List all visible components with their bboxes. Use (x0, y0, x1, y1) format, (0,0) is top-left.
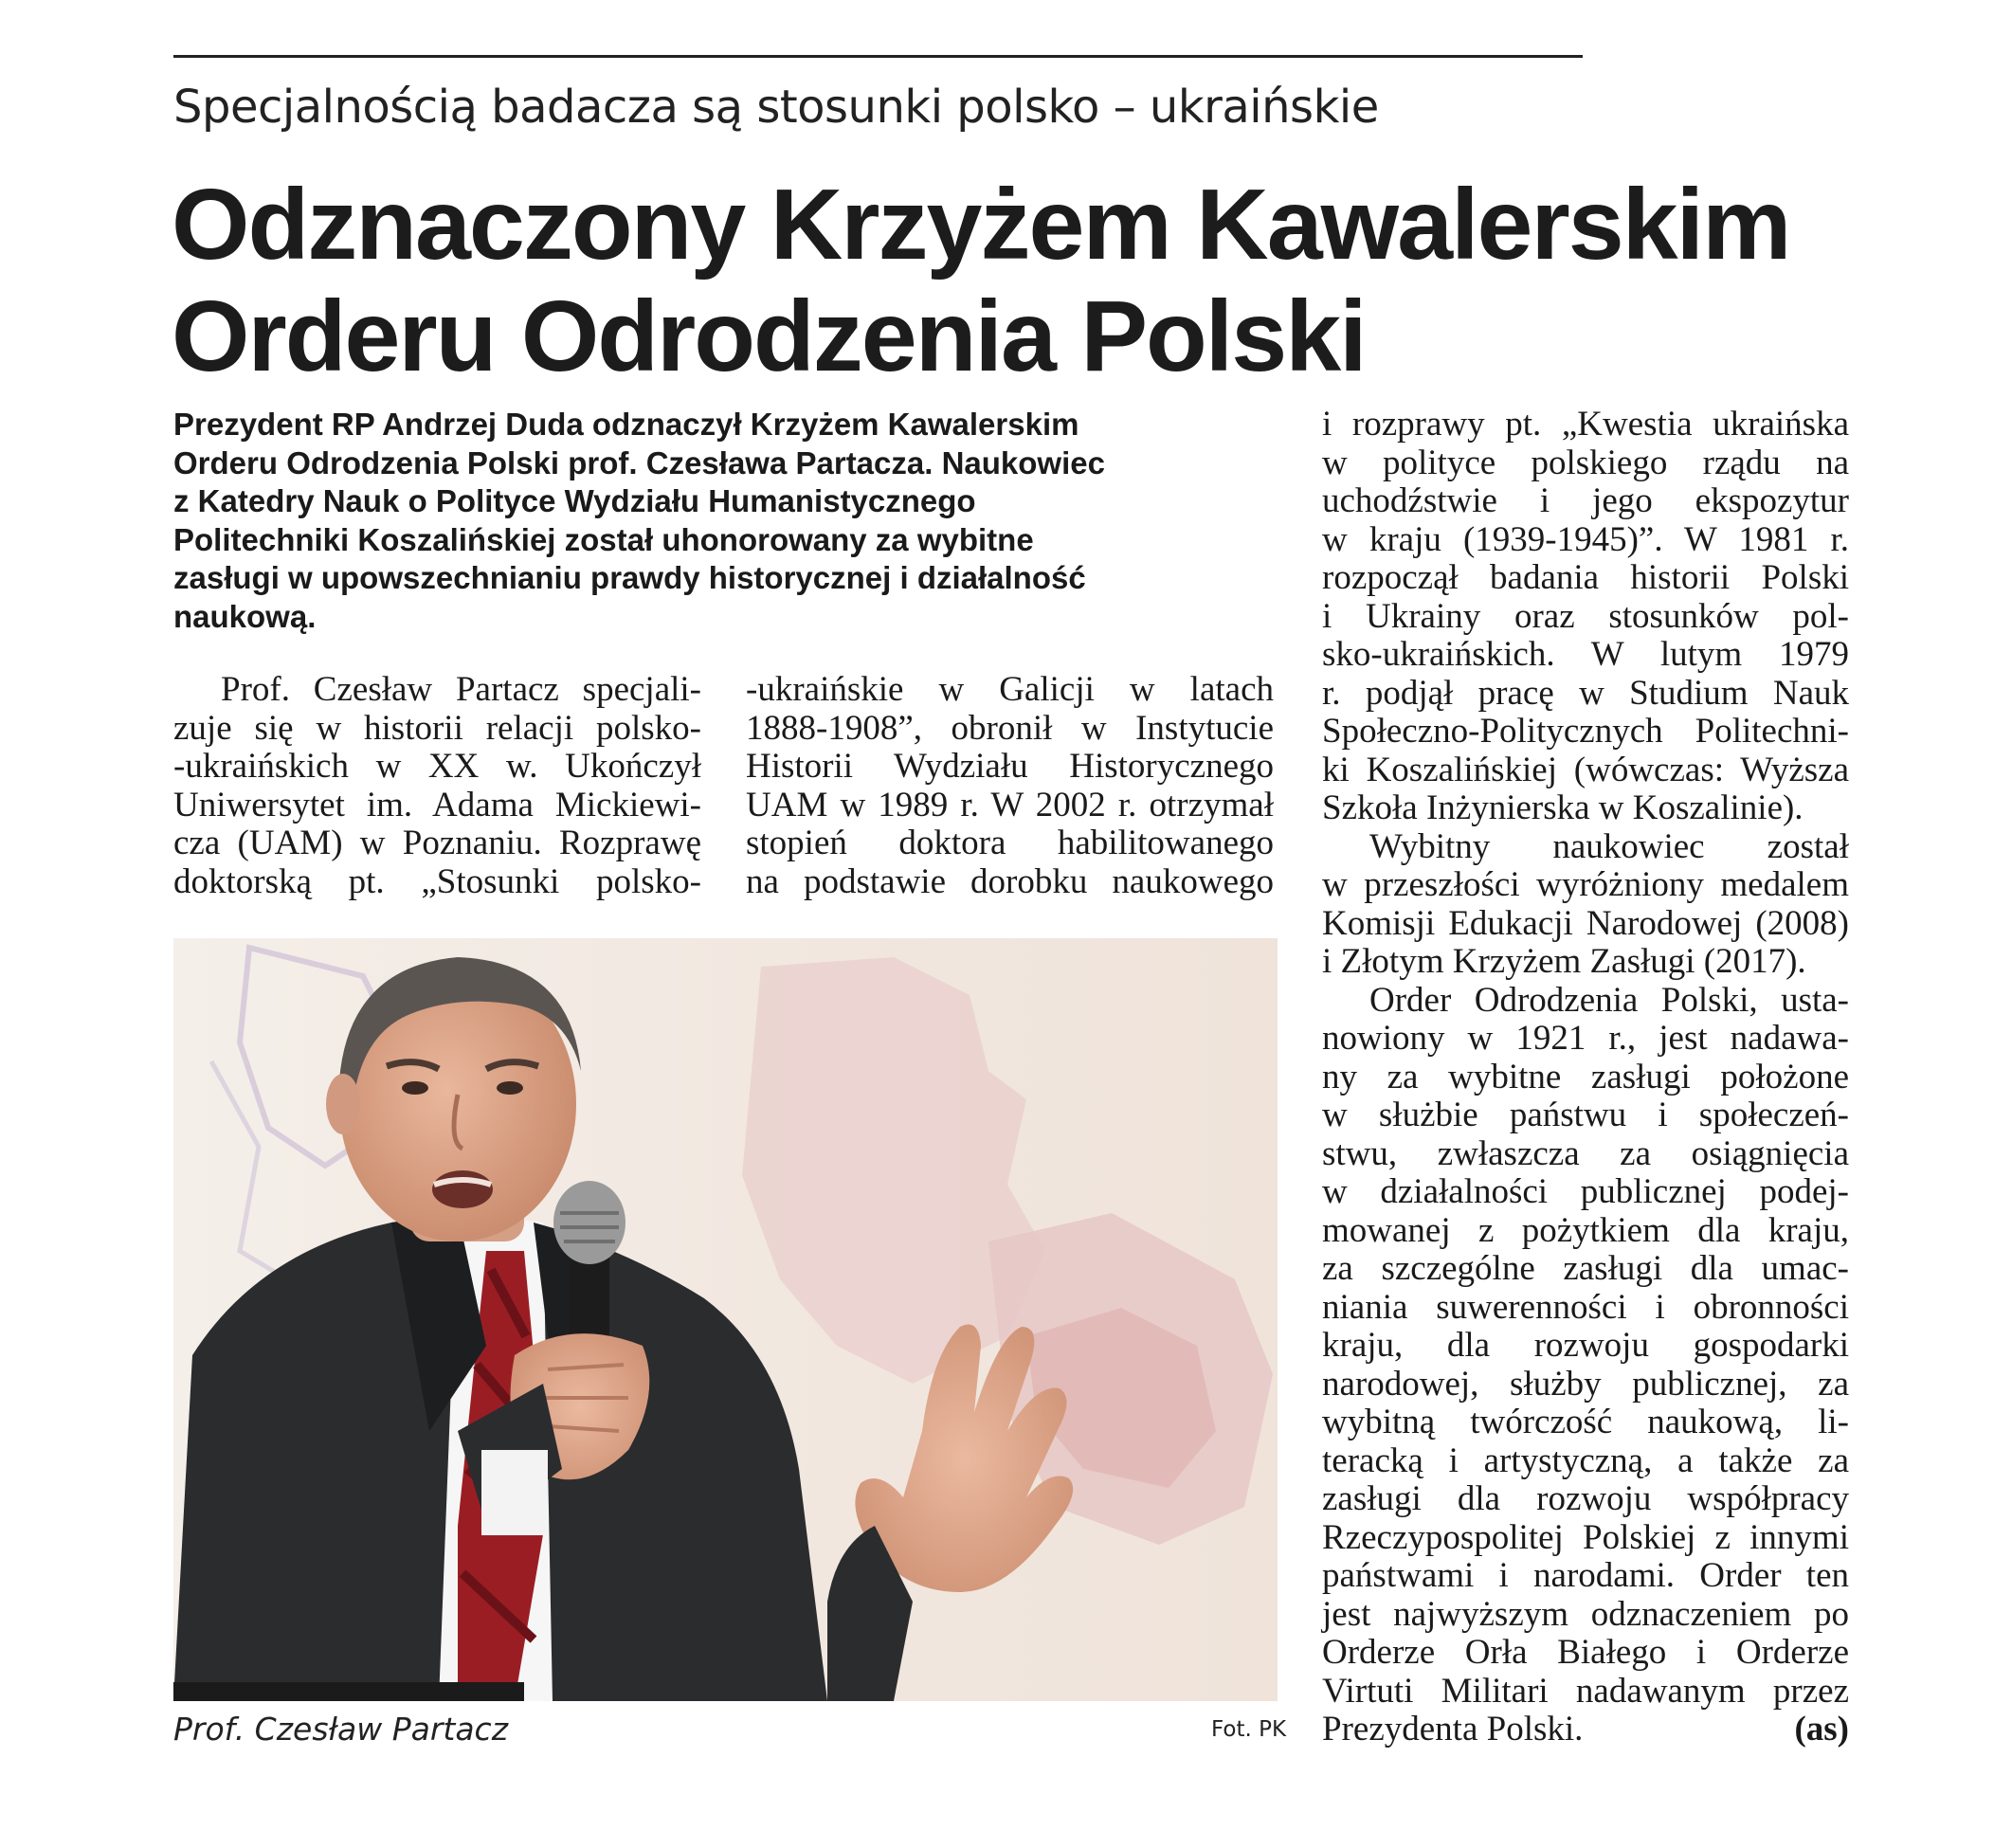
body-line: Order Odrodzenia Polski, usta- (1369, 980, 1849, 1020)
body-line: narodowej, służby publicznej, za (1322, 1364, 1849, 1404)
article-photo (173, 938, 1278, 1701)
body-line: Prezydenta Polski. (1322, 1710, 1584, 1748)
body-line: na podstawie dorobku naukowego (746, 861, 1274, 901)
body-line: i Ukrainy oraz stosunków pol- (1322, 596, 1849, 636)
body-line: stopień doktora habilitowanego (746, 824, 1274, 862)
photo-credit: Fot. PK (1211, 1717, 1287, 1742)
body-line: państwami i narodami. Order ten (1322, 1556, 1849, 1595)
body-column-2 (746, 671, 1274, 901)
body-line: Virtuti Militari nadawanym przez (1322, 1671, 1849, 1711)
body-line: doktorską pt. „Stosunki polsko- (173, 861, 701, 901)
author-signature: (as) (1794, 1710, 1849, 1748)
headline-line: Orderu Odrodzenia Polski (172, 281, 1366, 392)
body-column-1 (173, 671, 701, 901)
body-line: i Złotym Krzyżem Zasługi (2017). (1322, 942, 1806, 981)
body-line: Historii Wydziału Historycznego (746, 747, 1274, 786)
body-line: 1888-1908”, obronił w Instytucie (746, 708, 1274, 748)
body-line: UAM w 1989 r. W 2002 r. otrzymał (746, 785, 1274, 824)
body-line: w działalności publicznej podej- (1322, 1172, 1849, 1211)
body-line: zuje się w historii relacji polsko- (173, 708, 701, 748)
lead-line: z Katedry Nauk o Polityce Wydziału Humanistycznego (173, 483, 976, 518)
body-line: ny za wybitne zasługi położone (1322, 1057, 1849, 1096)
body-line: jest najwyższym odznaczeniem po (1322, 1594, 1849, 1634)
body-line: -ukraińskich w XX w. Ukończył (173, 747, 701, 786)
body-line: Wybitny naukowiec został (1369, 826, 1849, 866)
body-line: Prof. Czesław Partacz specjali- (221, 670, 701, 709)
body-line: teracką i artystyczną, a także za (1322, 1440, 1849, 1480)
body-line: w przeszłości wyróżniony medalem (1322, 865, 1849, 904)
body-line: Rzeczypospolitej Polskiej z innymi (1322, 1517, 1849, 1557)
body-line: uchodźstwie i jego ekspozytur (1322, 481, 1849, 520)
body-line: mowanej z pożytkiem dla kraju, (1322, 1210, 1849, 1250)
lead-line: Orderu Odrodzenia Polski prof. Czesława Partacza. Naukowiec (173, 444, 1105, 480)
body-line: r. podjął pracę w Studium Nauk (1322, 673, 1849, 713)
body-line: -ukraińskie w Galicji w latach (746, 670, 1274, 709)
photo-caption: Prof. Czesław Partacz (173, 1711, 509, 1748)
body-line: rozpoczął badania historii Polski (1322, 558, 1849, 597)
article-headline (172, 169, 1877, 392)
body-line: wybitną twórczość naukową, li- (1322, 1403, 1849, 1441)
body-line: niania suwerenności i obronności (1322, 1287, 1849, 1327)
body-line: w służbie państwu i społeczeń- (1322, 1096, 1849, 1134)
body-line: za szczególne zasługi dla umac- (1322, 1249, 1849, 1288)
body-column-3 (1322, 406, 1849, 1749)
body-line: w kraju (1939-1945)”. W 1981 r. (1322, 519, 1849, 559)
lead-line: Prezydent RP Andrzej Duda odznaczył Krzyżem Kawalerskim (173, 407, 1079, 442)
body-line: sko-ukraińskich. W lutym 1979 (1322, 635, 1849, 674)
lead-line: zasługi w upowszechnianiu prawdy historycznej i działalność (173, 560, 1086, 595)
article-kicker: Specjalnością badacza są stosunki polsko – ukraińskie (173, 81, 1379, 134)
closing-line (1322, 1711, 1849, 1749)
body-line: Szkoła Inżynierska w Koszalinie). (1322, 788, 1804, 827)
article-lead (173, 406, 1292, 636)
lead-line: naukową. (173, 598, 317, 634)
body-line: zasługi dla rozwoju współpracy (1322, 1479, 1849, 1518)
body-line: Komisji Edukacji Narodowej (2008) (1322, 903, 1849, 943)
body-line: Uniwersytet im. Adama Mickiewi- (173, 785, 701, 824)
body-line: cza (UAM) w Poznaniu. Rozprawę (173, 824, 701, 862)
headline-line: Odznaczony Krzyżem Kawalerskim (172, 169, 1790, 281)
body-line: Społeczno-Politycznych Politechni- (1322, 712, 1849, 751)
lead-line: Politechniki Koszalińskiej został uhonorowany za wybitne (173, 521, 1034, 557)
body-line: kraju, dla rozwoju gospodarki (1322, 1326, 1849, 1365)
body-line: Orderze Orła Białego i Orderze (1322, 1633, 1849, 1672)
body-line: ki Koszalińskiej (wówczas: Wyższa (1322, 750, 1849, 789)
top-rule (173, 55, 1583, 58)
body-line: nowiony w 1921 r., jest nadawa- (1322, 1019, 1849, 1058)
body-line: i rozprawy pt. „Kwestia ukraińska (1322, 405, 1849, 444)
body-line: w polityce polskiego rządu na (1322, 443, 1849, 482)
body-line: stwu, zwłaszcza za osiągnięcia (1322, 1133, 1849, 1173)
